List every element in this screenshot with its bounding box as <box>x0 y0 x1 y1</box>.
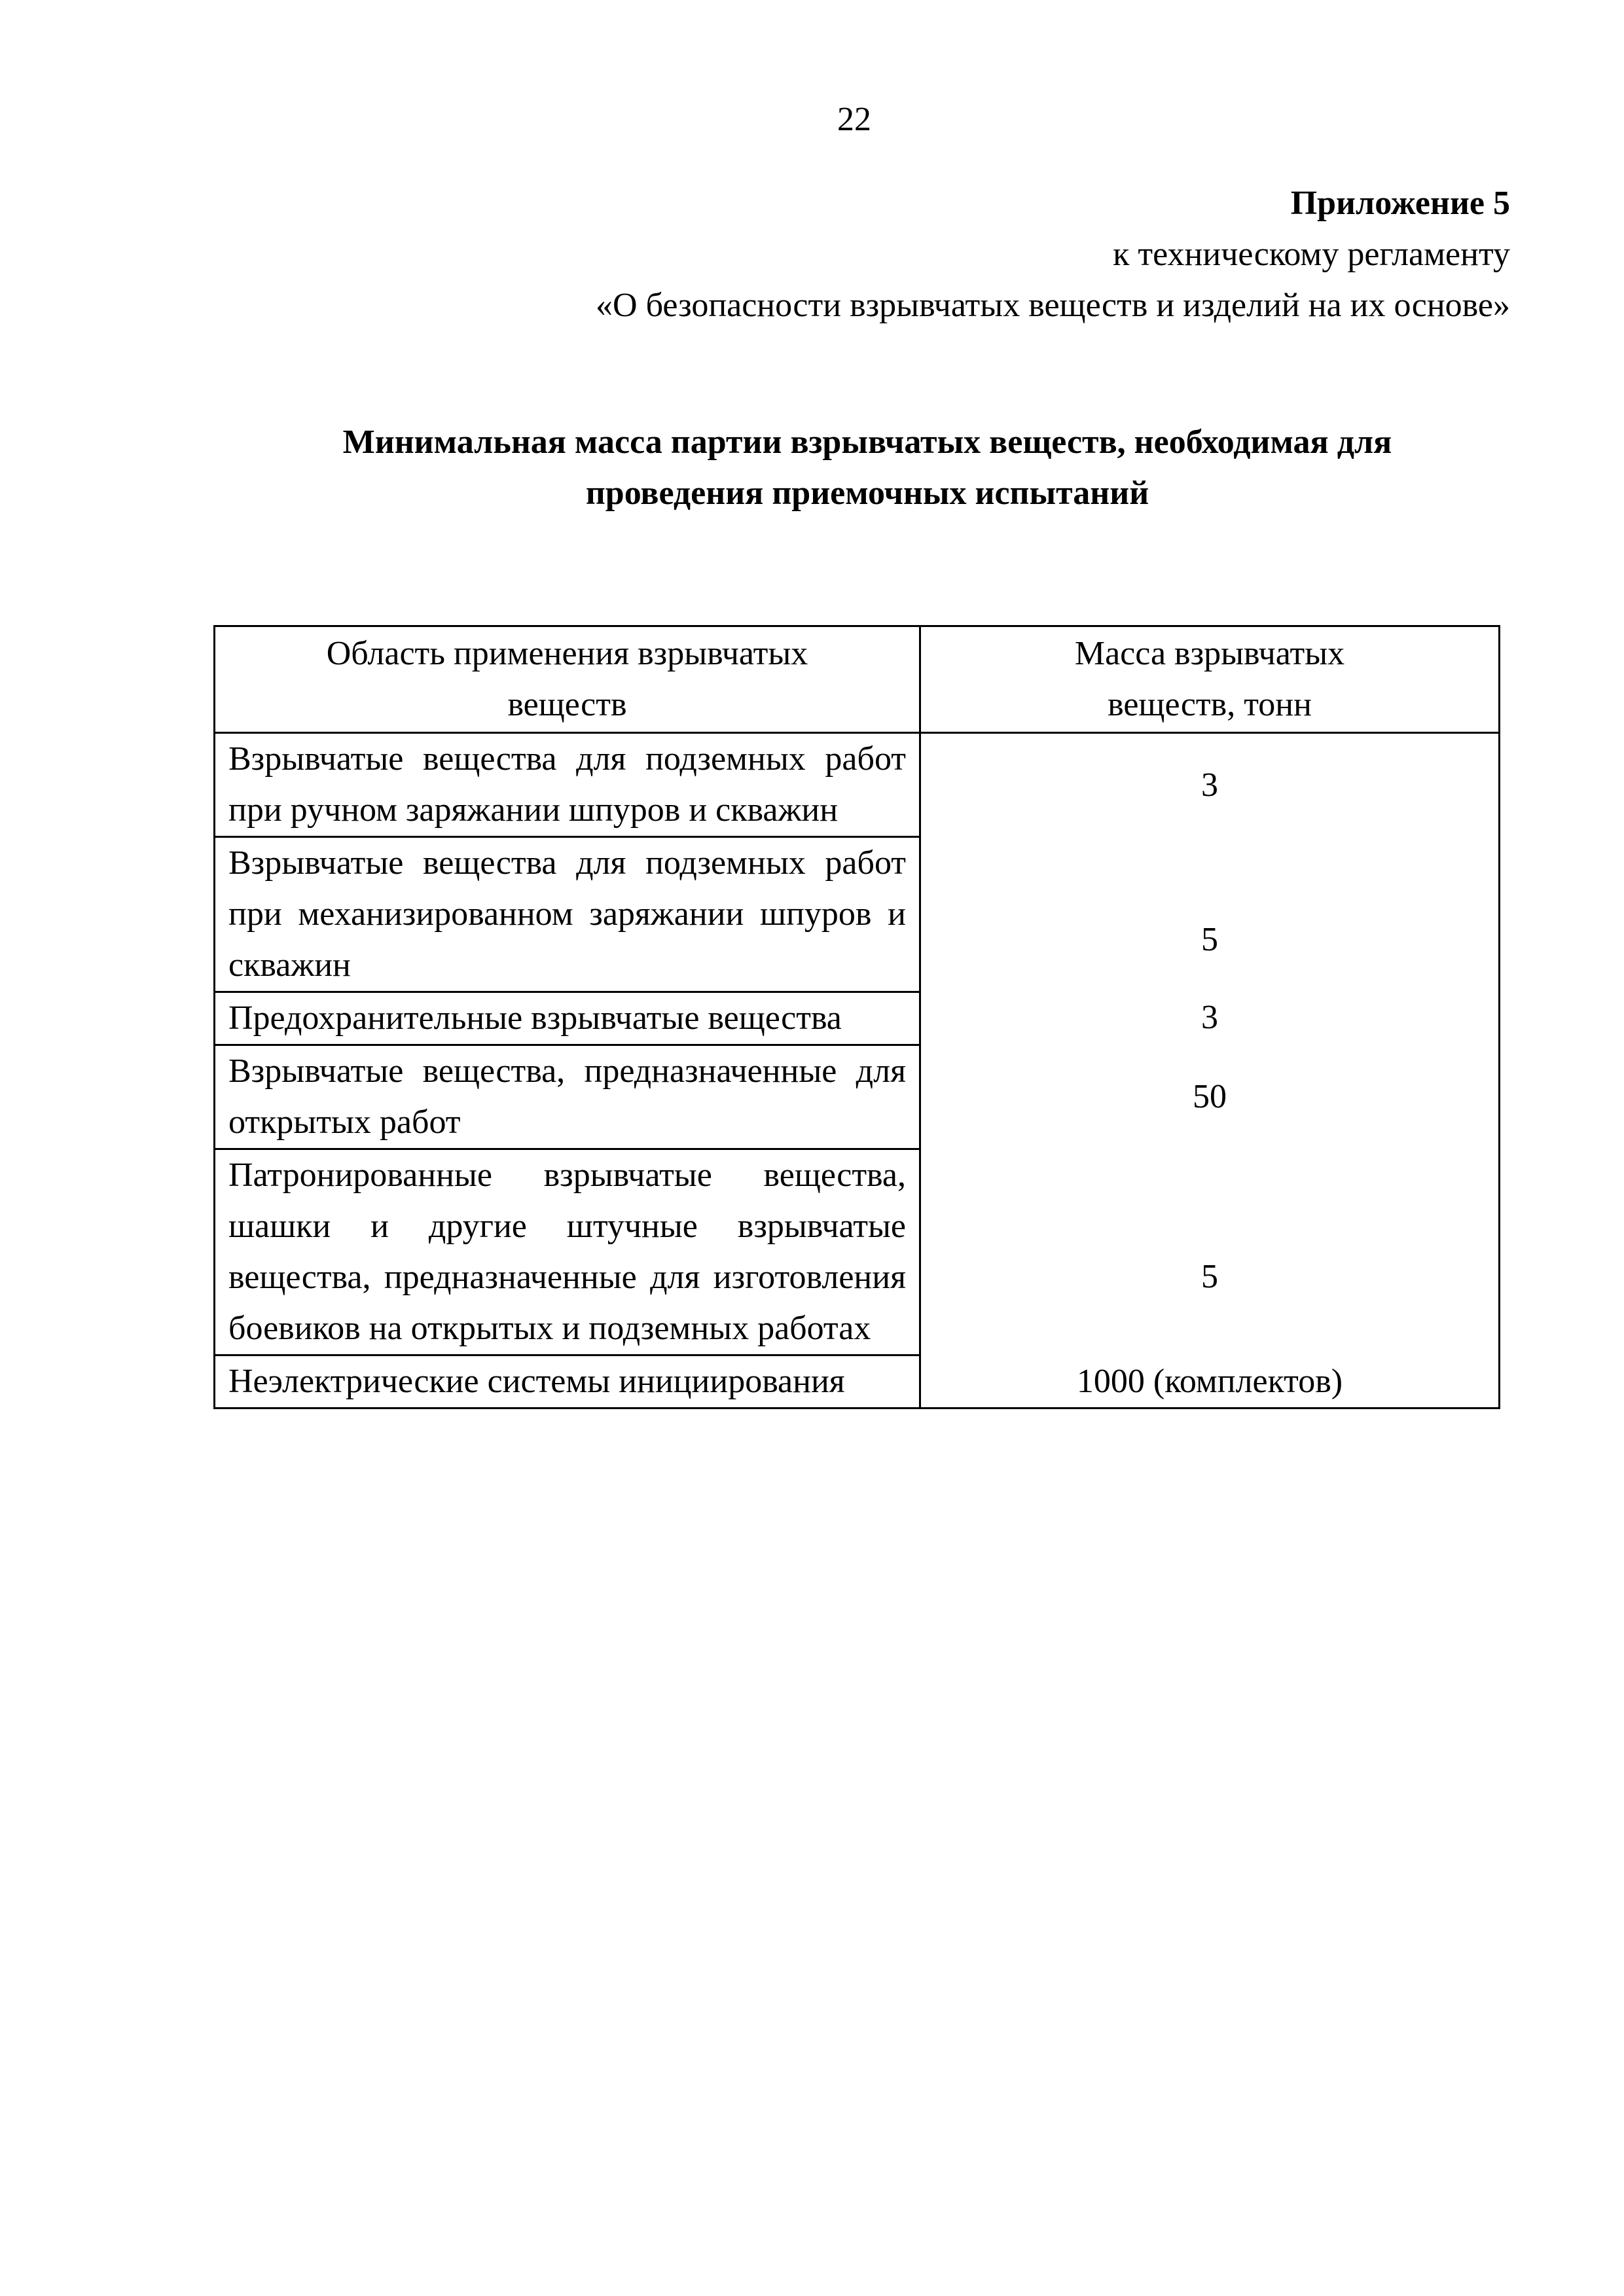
table-row <box>215 1045 1500 1149</box>
row-area: Взрывчатые вещества, предназначенные для открытых работ <box>215 1045 920 1149</box>
table-row <box>215 1149 1500 1355</box>
document-title <box>216 417 1519 519</box>
page-number: 22 <box>837 101 871 138</box>
row-mass: 5 <box>920 837 1500 992</box>
document-title-line1: Минимальная масса партии взрывчатых веществ, необходимая для <box>342 423 1392 461</box>
table-header-row <box>215 626 1500 733</box>
document-title-line2: проведения приемочных испытаний <box>585 475 1149 512</box>
table-row <box>215 837 1500 992</box>
appendix-title: Приложение 5 <box>1290 185 1510 222</box>
mass-table <box>213 625 1500 1409</box>
mass-table-wrapper <box>213 625 1500 1409</box>
header-area: Область применения взрывчатых веществ <box>215 626 920 733</box>
table-row <box>215 1355 1500 1408</box>
appendix-header <box>596 178 1510 331</box>
row-area: Взрывчатые вещества для подземных работ при ручном заряжании шпуров и скважин <box>215 733 920 837</box>
row-area: Патронированные взрывчатые вещества, шашки и другие штучные взрывчатые вещества, предназначенные для изготовления боевиков на открытых и подземных работах <box>215 1149 920 1355</box>
row-area: Предохранительные взрывчатые вещества <box>215 992 920 1045</box>
row-mass: 3 <box>920 733 1500 837</box>
row-mass: 50 <box>920 1045 1500 1149</box>
row-mass: 3 <box>920 992 1500 1045</box>
table-row <box>215 733 1500 837</box>
row-area: Взрывчатые вещества для подземных работ при механизированном заряжании шпуров и скважин <box>215 837 920 992</box>
row-mass: 1000 (комплектов) <box>920 1355 1500 1408</box>
appendix-subtitle-line1: к техническому регламенту <box>1113 236 1510 273</box>
appendix-subtitle-line2: «О безопасности взрывчатых веществ и изделий на их основе» <box>596 287 1510 324</box>
header-mass: Масса взрывчатых веществ, тонн <box>920 626 1500 733</box>
table-row <box>215 992 1500 1045</box>
row-area: Неэлектрические системы инициирования <box>215 1355 920 1408</box>
row-mass: 5 <box>920 1149 1500 1355</box>
